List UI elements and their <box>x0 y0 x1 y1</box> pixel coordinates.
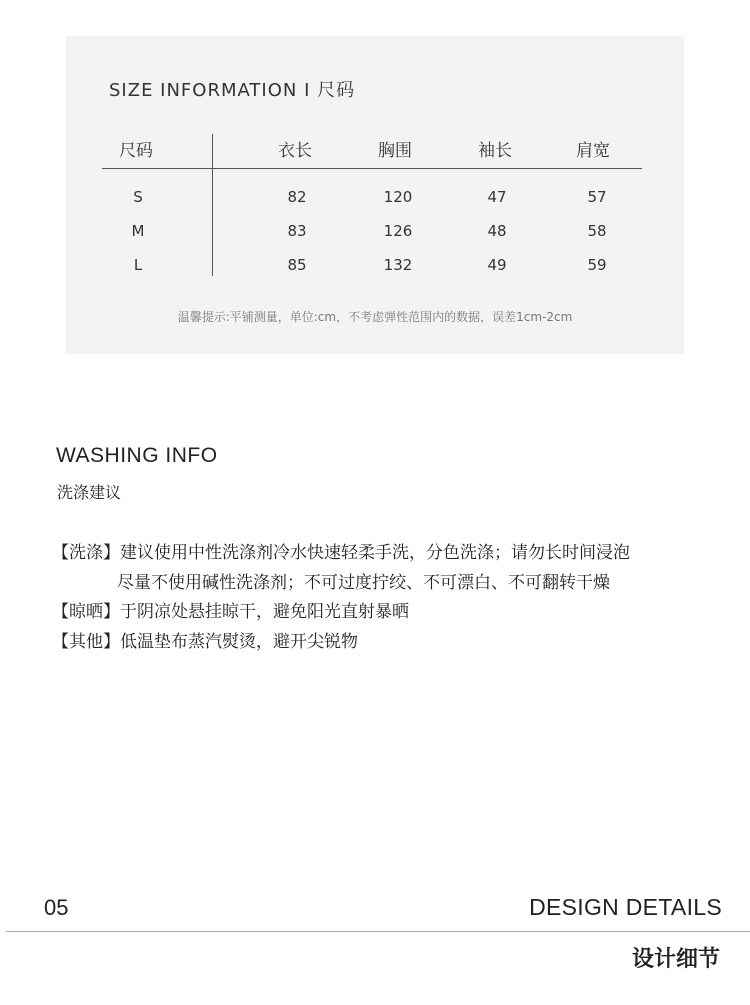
washing-line-dry: 【晾晒】于阴凉处悬挂晾干，避免阳光直射暴晒 <box>52 602 409 622</box>
washing-title-cn: 洗涤建议 <box>57 483 122 502</box>
table-cell: 82 <box>287 188 307 206</box>
table-cell: 47 <box>487 188 507 206</box>
header-sleeve: 袖长 <box>478 141 512 161</box>
washing-line-other: 【其他】低温垫布蒸汽熨烫，避开尖锐物 <box>52 632 358 652</box>
table-vertical-divider <box>212 134 213 276</box>
header-length: 衣长 <box>278 141 312 161</box>
section-title-cn: 设计细节 <box>631 947 720 972</box>
section-title-en: DESIGN DETAILS <box>529 894 722 920</box>
table-cell: 49 <box>487 256 507 274</box>
table-cell: 126 <box>383 222 413 240</box>
washing-line-wash-cont: 尽量不使用碱性洗涤剂；不可过度拧绞、不可漂白、不可翻转干燥 <box>117 573 610 593</box>
section-number: 05 <box>44 895 69 920</box>
table-cell: 83 <box>287 222 307 240</box>
header-shoulder: 肩宽 <box>576 141 610 161</box>
table-cell: L <box>133 256 143 274</box>
table-cell: 48 <box>487 222 507 240</box>
table-cell: 57 <box>587 188 607 206</box>
table-cell: 132 <box>383 256 413 274</box>
header-size: 尺码 <box>119 141 153 161</box>
table-cell: 59 <box>587 256 607 274</box>
washing-line-wash: 【洗涤】建议使用中性洗涤剂冷水快速轻柔手洗，分色洗涤；请勿长时间浸泡 <box>52 543 630 563</box>
size-table <box>102 132 642 278</box>
table-cell: 58 <box>587 222 607 240</box>
header-chest: 胸围 <box>378 141 412 161</box>
table-cell: S <box>133 188 143 206</box>
table-cell: 120 <box>383 188 413 206</box>
footer-divider <box>6 931 750 932</box>
measurement-note: 温馨提示:平铺测量，单位:cm，不考虑弹性范围内的数据，误差1cm-2cm <box>177 310 573 324</box>
table-cell: 85 <box>287 256 307 274</box>
table-header-divider <box>102 168 642 169</box>
size-info-panel <box>66 36 684 354</box>
table-cell: M <box>131 222 145 240</box>
size-info-title: SIZE INFORMATION I 尺码 <box>109 80 356 101</box>
washing-title-en: WASHING INFO <box>56 444 218 467</box>
